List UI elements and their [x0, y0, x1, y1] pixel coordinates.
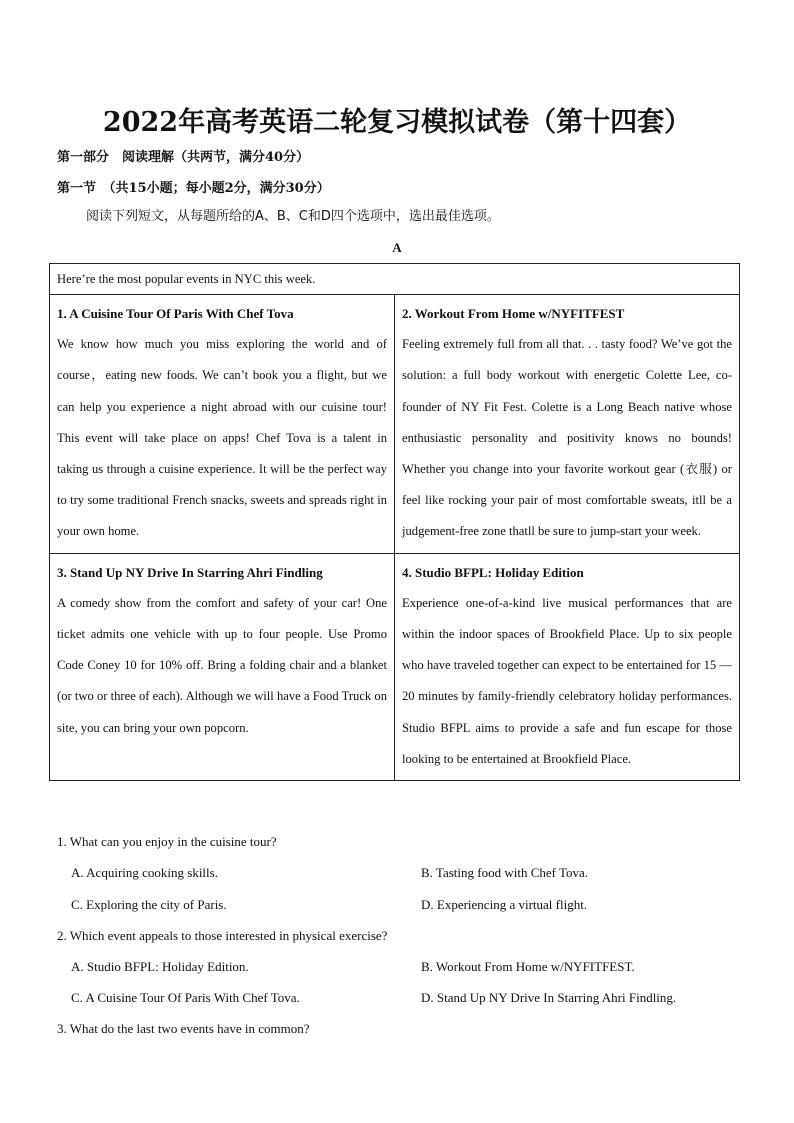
option-a[interactable]: A. Acquiring cooking skills.	[71, 865, 218, 880]
question-stem: 2. Which event appeals to those interested in physical exercise?	[57, 928, 388, 943]
events-table	[49, 263, 740, 781]
event-body: Experience one-of-a-kind live musical performances that are within the indoor spaces of Brookfield Place. Up to six people who have traveled together can expect to be entertained for 15 — 20 minutes by family-friendly celebratory holiday performances. Studio BFPL aims to provide a safe and fun escape for those looking to be entertained at Brookfield Place.	[402, 595, 732, 766]
part-heading: 第一部分 阅读理解（共两节，满分40分）	[57, 150, 310, 165]
event-cell	[50, 553, 395, 780]
section-heading: 第一节 （共15小题；每小题2分，满分30分）	[57, 181, 330, 196]
event-cell	[50, 295, 395, 554]
option-c[interactable]: C. A Cuisine Tour Of Paris With Chef Tova.	[71, 990, 300, 1005]
event-title: 1. A Cuisine Tour Of Paris With Chef Tova	[57, 306, 294, 321]
page-title: 2022年高考英语二轮复习模拟试卷（第十四套）	[102, 107, 692, 138]
option-d[interactable]: D. Experiencing a virtual flight.	[421, 897, 588, 912]
event-title: 3. Stand Up NY Drive In Starring Ahri Findling	[57, 564, 323, 580]
option-d[interactable]: D. Stand Up NY Drive In Starring Ahri Findling.	[421, 990, 677, 1005]
event-title: 2. Workout From Home w/NYFITFEST	[402, 306, 625, 321]
option-b[interactable]: B. Workout From Home w/NYFITFEST.	[421, 959, 635, 974]
event-cell	[395, 295, 740, 554]
event-body: A comedy show from the comfort and safety of your car! One ticket admits one vehicle with up to four people. Use Promo Code Coney 10 for 10% off. Bring a folding chair and a blanket (or two or three of each). Although we will have a Food Truck on site, you can bring your own popcorn.	[57, 595, 387, 735]
option-b[interactable]: B. Tasting food with Chef Tova.	[421, 865, 589, 880]
table-intro: Here’re the most popular events in NYC this week.	[50, 264, 740, 295]
event-cell	[395, 553, 740, 780]
event-body: We know how much you miss exploring the world and of course，eating new foods. We can’t book you a flight, but we can help you experience a night abroad with our cuisine tour! This event will take place on apps! Chef Tova is a talent in taking us through a cuisine experience. It will be the perfect way to try some traditional French snacks, sweets and spreads right in your own home.	[57, 337, 387, 539]
instruction: 阅读下列短文，从每题所给的A、B、C和D四个选项中，选出最佳选项。	[86, 209, 500, 224]
passage-label: A	[392, 240, 402, 255]
question-stem: 1. What can you enjoy in the cuisine tour?	[57, 834, 277, 849]
event-body: Feeling extremely full from all that. . . tasty food? We’ve got the solution: a full body workout with energetic Colette Lee, co-founder of NY Fit Fest. Colette is a Long Beach native whose enthusiastic personality and positivity knows no bounds! Whether you change into your favorite workout gear (衣服) or feel like rocking your pair of most comfortable sweats, itll be a judgement-free zone thatll be sure to jump-start your week.	[402, 337, 732, 539]
question-stem: 3. What do the last two events have in common?	[57, 1021, 310, 1036]
option-a[interactable]: A. Studio BFPL: Holiday Edition.	[71, 959, 249, 974]
option-c[interactable]: C. Exploring the city of Paris.	[71, 897, 227, 912]
event-title: 4. Studio BFPL: Holiday Edition	[402, 564, 584, 580]
